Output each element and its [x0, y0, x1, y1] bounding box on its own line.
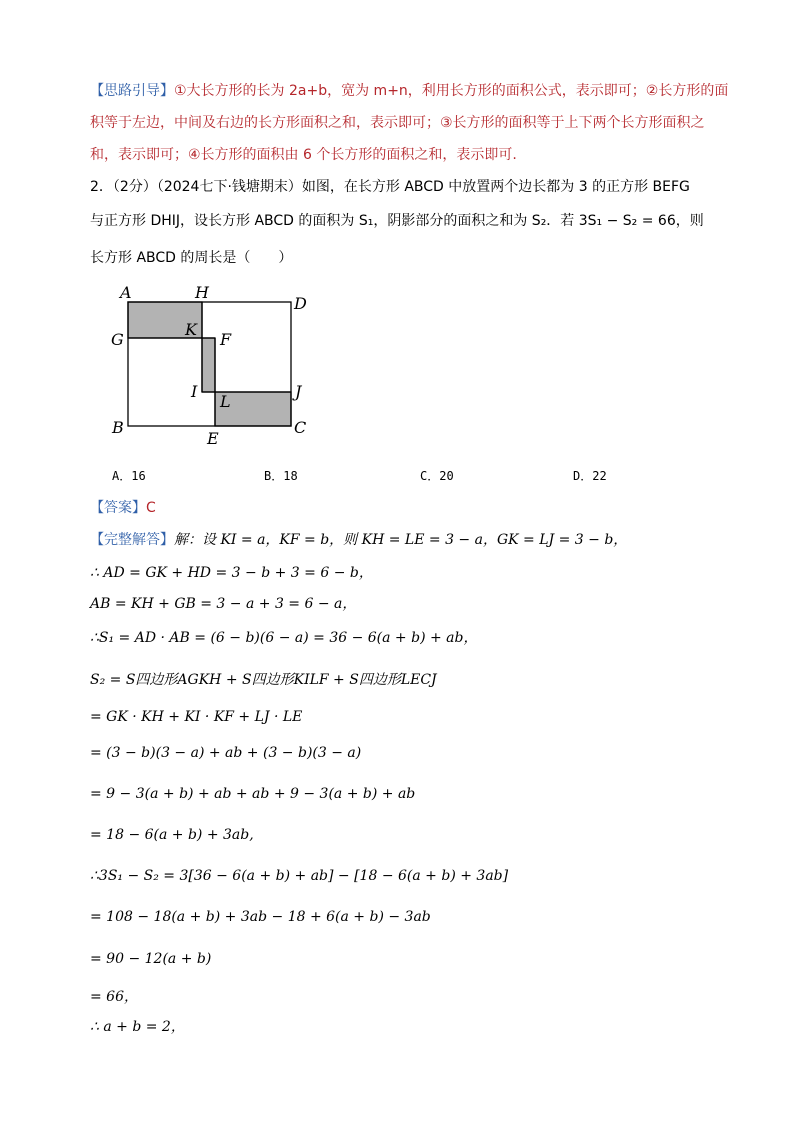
answer-line	[90, 498, 156, 518]
solution-line-14: ∴ a + b = 2，	[90, 1019, 185, 1035]
solution-line-7: = (3 − b)(3 − a) + ab + (3 − b)(3 − a)	[90, 745, 362, 761]
solution-line-4: ∴S₁ = AD · AB = (6 − b)(6 − a) = 36 − 6(a + b) + ab，	[90, 630, 478, 646]
geometry-figure	[100, 282, 330, 452]
hint-text-1: ①大长方形的长为 2a+b，宽为 m+n，利用长方形的面积公式，表示即可；②长方形的面	[174, 83, 729, 99]
option-b: B．18	[264, 469, 298, 483]
answer-value: C	[146, 500, 156, 516]
solution-line-3: AB = KH + GB = 3 − a + 3 = 6 − a，	[90, 596, 357, 612]
label-k: K	[185, 320, 197, 339]
solution-line-12: = 90 − 12(a + b)	[90, 951, 212, 967]
label-h: H	[195, 283, 209, 302]
label-f: F	[220, 330, 232, 349]
hint-line-2: 积等于左边，中间及右边的长方形面积之和，表示即可；③长方形的面积等于上下两个长方形面积之	[90, 115, 705, 131]
question-line-2: 与正方形 DHIJ，设长方形 ABCD 的面积为 S₁，阴影部分的面积之和为 S₂．若 3S₁ − S₂ = 66，则	[90, 213, 704, 229]
solution-tag: 【完整解答】	[90, 532, 174, 548]
label-i: I	[191, 382, 198, 401]
hint-line-1	[90, 81, 728, 101]
option-d: D．22	[573, 469, 607, 483]
label-e: E	[207, 429, 219, 448]
solution-line-9: = 18 − 6(a + b) + 3ab,	[90, 827, 254, 843]
solution-line-1	[90, 530, 627, 550]
shaded-region-kilf	[202, 338, 215, 392]
label-j: J	[295, 382, 302, 401]
label-b: B	[112, 418, 124, 437]
option-a: A．16	[112, 469, 146, 483]
hint-tag: 【思路引导】	[90, 83, 174, 99]
label-l: L	[220, 392, 231, 411]
solution-line-13: = 66，	[90, 989, 138, 1005]
solution-line-5: S₂ = S四边形AGKH + S四边形KILF + S四边形LECJ	[90, 672, 437, 688]
label-d: D	[294, 294, 307, 313]
label-g: G	[111, 330, 124, 349]
solution-line-10: ∴3S₁ − S₂ = 3[36 − 6(a + b) + ab] − [18 − 6(a + b) + 3ab]	[90, 868, 509, 884]
solution-line-8: = 9 − 3(a + b) + ab + ab + 9 − 3(a + b) + ab	[90, 786, 416, 802]
answer-tag: 【答案】	[90, 500, 146, 516]
label-c: C	[294, 418, 307, 437]
option-c: C．20	[420, 469, 454, 483]
label-a: A	[120, 283, 132, 302]
solution-line-11: = 108 − 18(a + b) + 3ab − 18 + 6(a + b) − 3ab	[90, 909, 431, 925]
solution-line-2: ∴ AD = GK + HD = 3 − b + 3 = 6 − b，	[90, 565, 373, 581]
hint-line-3: 和，表示即可；④长方形的面积由 6 个长方形的面积之和，表示即可.	[90, 147, 517, 163]
solution-text-1: 解：设 KI = a，KF = b，则 KH = LE = 3 − a，GK = LJ = 3 − b，	[174, 532, 628, 548]
solution-line-6: = GK · KH + KI · KF + LJ · LE	[90, 709, 303, 725]
question-line-1: 2．（2分）（2024七下·钱塘期末）如图，在长方形 ABCD 中放置两个边长都为 3 的正方形 BEFG	[90, 179, 690, 195]
question-line-3: 长方形 ABCD 的周长是（ ）	[90, 250, 293, 266]
